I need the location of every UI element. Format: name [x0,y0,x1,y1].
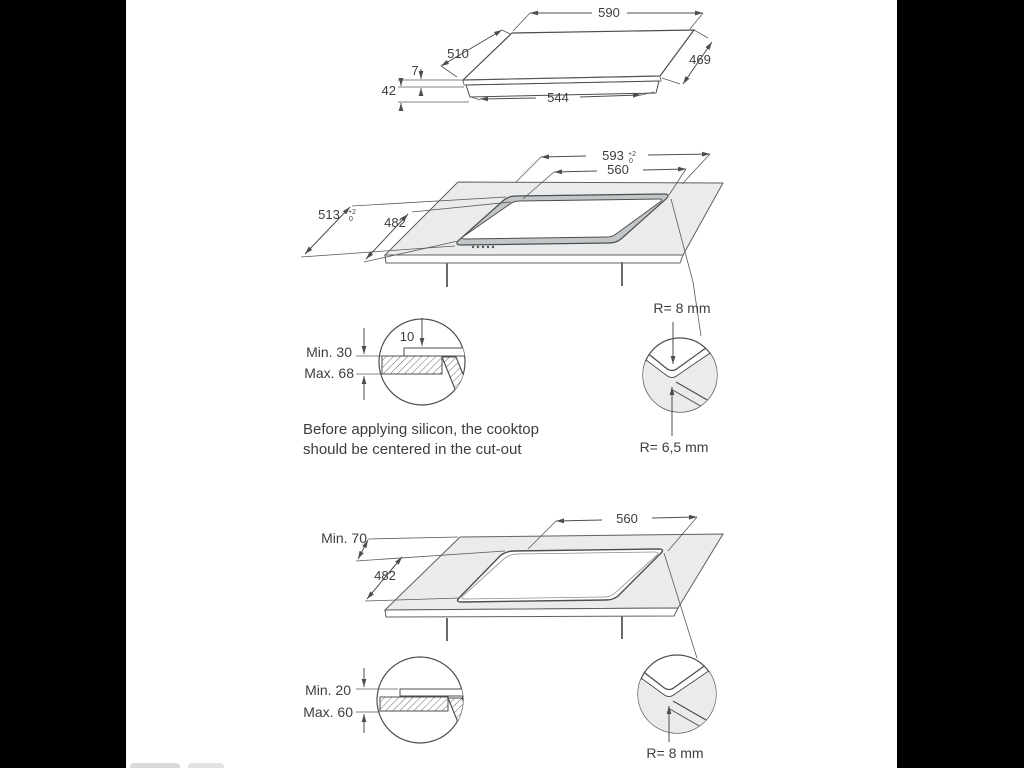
label-radius-top: R= 8 mm [653,300,711,316]
page-thumbnail-edge [130,763,180,768]
dim-recess-depth-tol-plus: +2 [348,209,356,216]
dim-back-width: 590 [598,5,620,20]
cooktop-glass-section [400,689,464,696]
dim-cutout-depth: 482 [384,215,406,230]
dim-left-depth: 510 [447,46,469,61]
dim-overlap: 10 [399,329,415,344]
dim-glass-height: 7 [411,63,419,78]
dim-cutout-depth: 482 [374,568,396,583]
dim-recess-width-tol-minus: 0 [629,158,633,165]
worktop-section [380,697,448,711]
note-line-2: should be centered in the cut-out [303,441,522,458]
worktop-front-edge [385,608,678,617]
worktop-front-edge [385,255,683,263]
label-min-thickness: Min. 30 [306,344,352,360]
label-min-thickness: Min. 20 [305,682,351,698]
label-max-thickness: Max. 68 [304,365,354,381]
note-line-1: Before applying silicon, the cooktop [303,421,539,438]
dim-front-width: 544 [547,90,569,105]
dim-recess-depth: 513 [318,207,340,222]
dim-right-depth: 469 [689,52,711,67]
worktop-section [382,356,442,374]
page-canvas [126,0,897,768]
dim-recess-depth-tol-minus: 0 [349,216,353,223]
dim-cutout-width: 560 [607,162,629,177]
cooktop-glass-section [404,348,466,356]
label-max-thickness: Max. 60 [303,704,353,720]
label-radius: R= 8 mm [646,745,704,761]
dim-body-height: 42 [381,83,396,98]
dim-recess-width: 593 [602,148,624,163]
dim-cutout-width: 560 [616,511,638,526]
label-edge-distance: Min. 70 [321,530,367,546]
label-radius-bottom: R= 6,5 mm [639,439,709,455]
dim-recess-width-tol-plus: +2 [628,151,636,158]
page-thumbnail-edge [188,763,224,768]
